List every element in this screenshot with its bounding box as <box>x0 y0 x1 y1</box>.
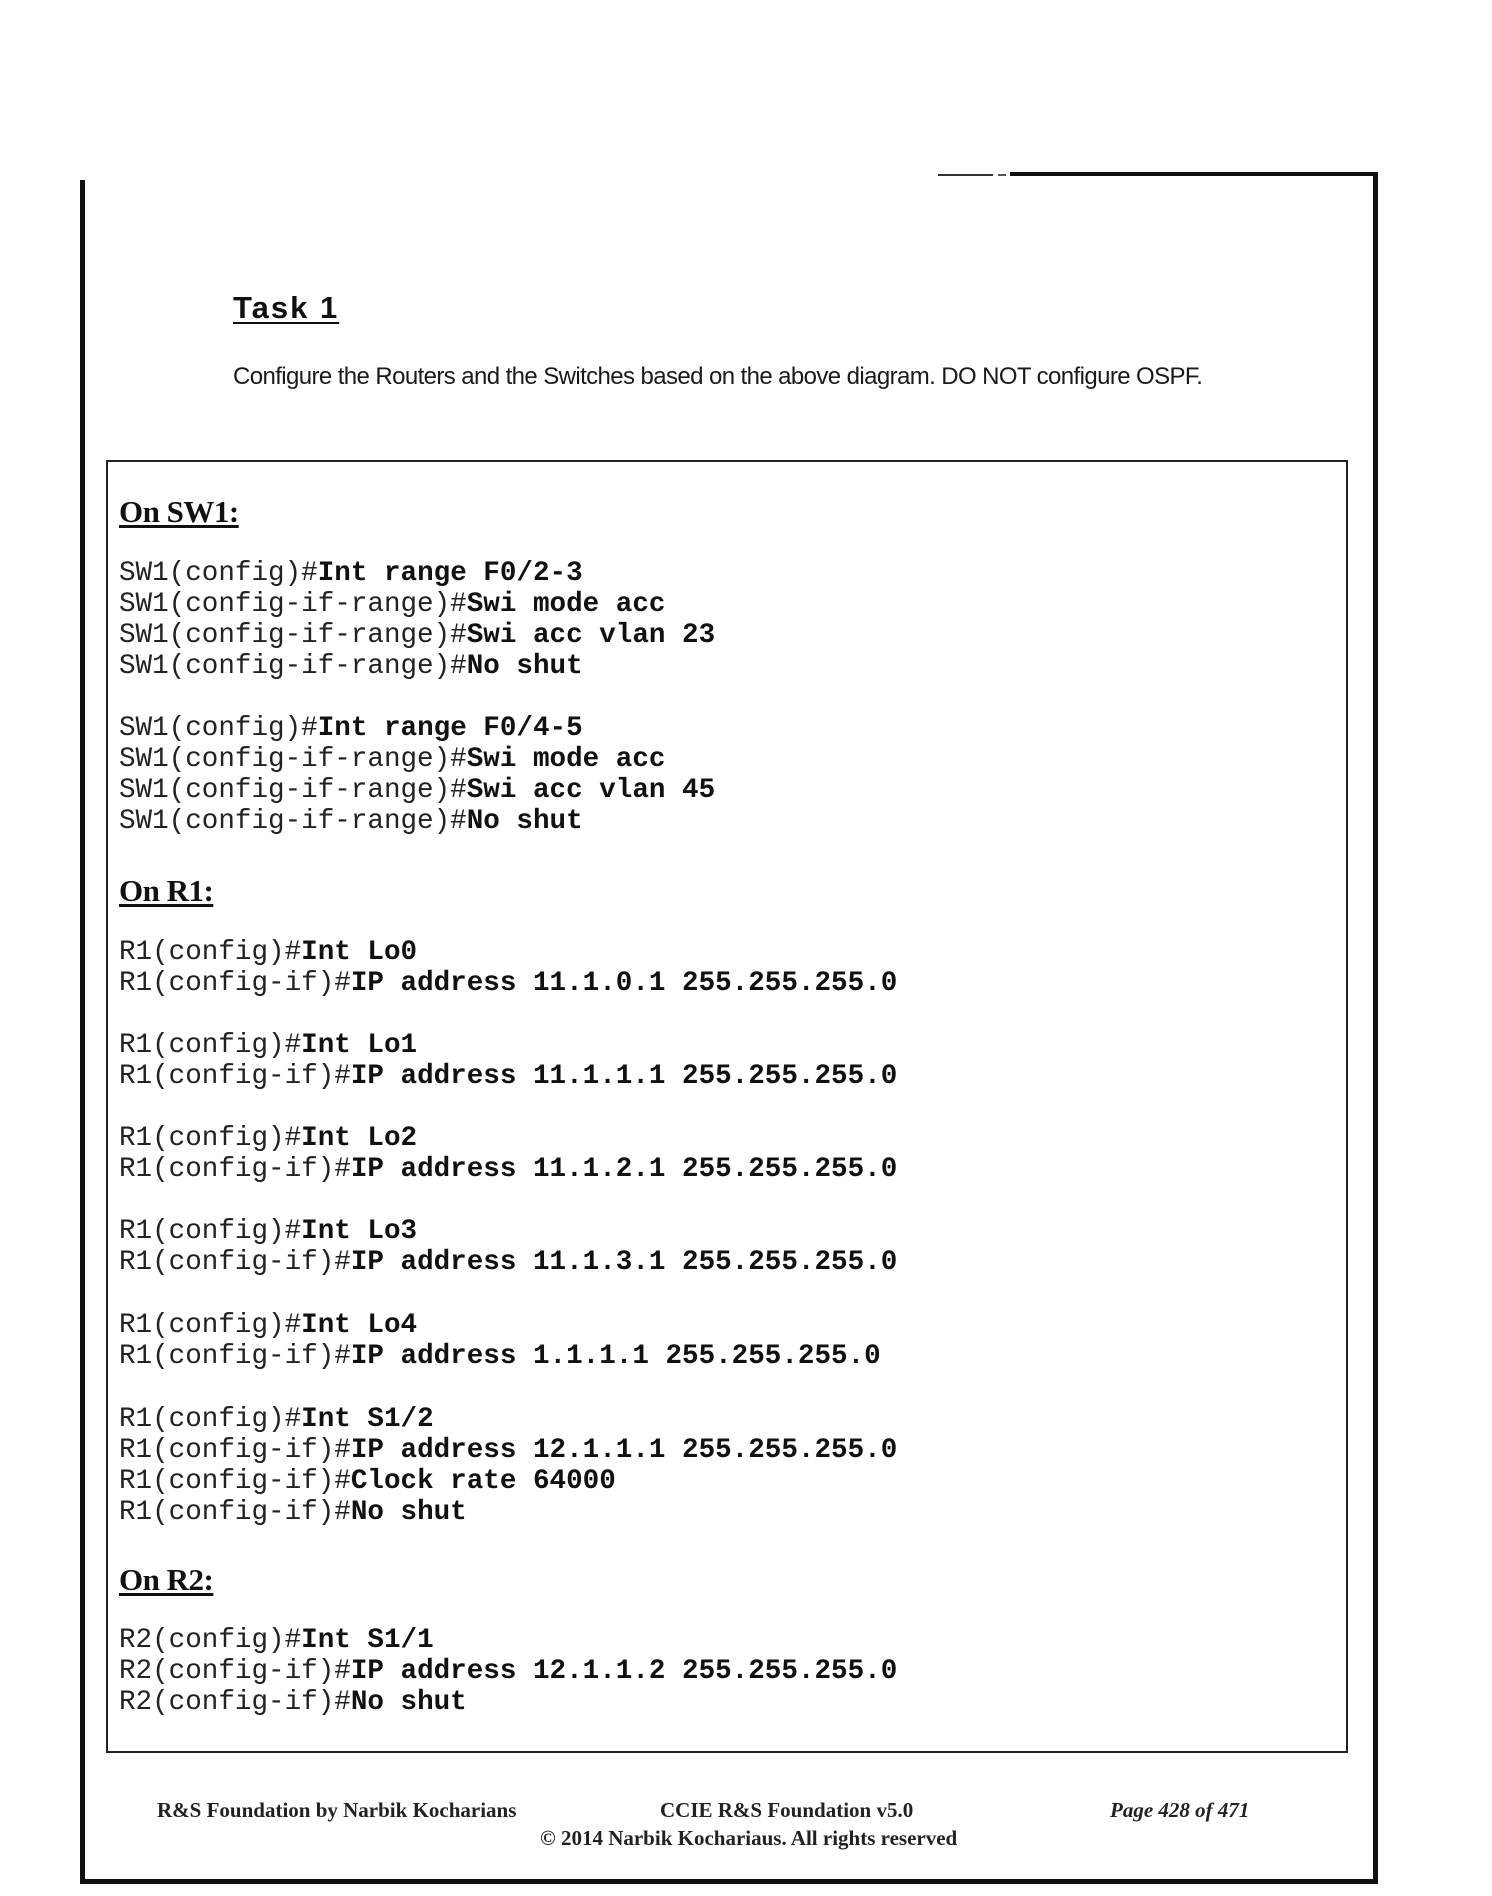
page-frame-bottom-border <box>80 1879 1378 1884</box>
code-line <box>119 1061 897 1092</box>
code-command: IP address 11.1.0.1 255.255.255.0 <box>350 968 898 999</box>
code-command: Int range F0/2-3 <box>317 558 583 589</box>
code-command: IP address 12.1.1.1 255.255.255.0 <box>350 1435 898 1466</box>
code-command: Int Lo4 <box>301 1310 418 1341</box>
code-command: No shut <box>350 1497 467 1528</box>
code-line <box>119 1030 417 1061</box>
footer-book-title: R&S Foundation by Narbik Kocharians <box>157 1798 517 1822</box>
code-prompt: R1(config-if)# <box>119 968 351 999</box>
code-command: Int Lo0 <box>301 937 418 968</box>
code-prompt: R1(config)# <box>119 1216 302 1247</box>
page-frame-top-border <box>1010 172 1378 176</box>
code-command: IP address 11.1.1.1 255.255.255.0 <box>350 1061 898 1092</box>
code-prompt: R1(config-if)# <box>119 1466 351 1497</box>
code-command: Int range F0/4-5 <box>317 713 583 744</box>
code-line <box>119 1656 897 1687</box>
code-line <box>119 968 897 999</box>
section-heading-r1: On R1: <box>119 873 214 908</box>
code-prompt: R2(config-if)# <box>119 1656 351 1687</box>
code-line <box>119 1216 417 1247</box>
code-line <box>119 806 583 837</box>
code-line <box>119 1687 467 1718</box>
code-command: Swi mode acc <box>466 744 666 775</box>
code-line <box>119 1404 434 1435</box>
code-prompt: R2(config-if)# <box>119 1687 351 1718</box>
code-prompt: R1(config)# <box>119 1404 302 1435</box>
code-prompt: R1(config-if)# <box>119 1435 351 1466</box>
code-prompt: SW1(config-if-range)# <box>119 651 467 682</box>
code-line <box>119 775 715 806</box>
code-command: Swi acc vlan 45 <box>466 775 716 806</box>
footer-copyright: © 2014 Narbik Kochariaus. All rights reserved <box>540 1826 958 1850</box>
code-prompt: SW1(config)# <box>119 713 318 744</box>
code-prompt: SW1(config-if-range)# <box>119 775 467 806</box>
code-command: IP address 12.1.1.2 255.255.255.0 <box>350 1656 898 1687</box>
code-command: Int Lo3 <box>301 1216 418 1247</box>
code-prompt: R1(config)# <box>119 1123 302 1154</box>
code-command: Clock rate 64000 <box>350 1466 616 1497</box>
code-prompt: SW1(config-if-range)# <box>119 806 467 837</box>
code-line <box>119 1154 897 1185</box>
page-frame-right-border <box>1373 172 1378 1884</box>
code-command: IP address 1.1.1.1 255.255.255.0 <box>350 1341 881 1372</box>
code-prompt: R1(config)# <box>119 937 302 968</box>
code-prompt: SW1(config-if-range)# <box>119 620 467 651</box>
code-line <box>119 744 665 775</box>
code-line <box>119 1466 616 1497</box>
code-line <box>119 620 715 651</box>
code-command: Int Lo1 <box>301 1030 418 1061</box>
page-frame-top-dash <box>938 174 993 176</box>
code-command: Int S1/2 <box>301 1404 434 1435</box>
page-frame-top-dash <box>998 174 1006 176</box>
code-prompt: R1(config)# <box>119 1030 302 1061</box>
code-line <box>119 1247 897 1278</box>
code-prompt: R1(config)# <box>119 1310 302 1341</box>
code-command: IP address 11.1.3.1 255.255.255.0 <box>350 1247 898 1278</box>
code-command: No shut <box>466 651 583 682</box>
code-line <box>119 558 583 589</box>
code-command: Int Lo2 <box>301 1123 418 1154</box>
code-line <box>119 713 583 744</box>
section-heading-sw1: On SW1: <box>119 494 239 529</box>
code-line <box>119 1625 434 1656</box>
task-title: Task 1 <box>233 290 340 325</box>
code-prompt: SW1(config-if-range)# <box>119 744 467 775</box>
code-prompt: R1(config-if)# <box>119 1061 351 1092</box>
task-description: Configure the Routers and the Switches based on the above diagram. DO NOT configure OSPF. <box>233 363 1203 390</box>
code-command: Int S1/1 <box>301 1625 434 1656</box>
code-prompt: R1(config-if)# <box>119 1154 351 1185</box>
footer-series-title: CCIE R&S Foundation v5.0 <box>660 1798 914 1822</box>
code-command: No shut <box>466 806 583 837</box>
code-line <box>119 1123 417 1154</box>
code-command: Swi acc vlan 23 <box>466 620 716 651</box>
code-line <box>119 937 417 968</box>
code-command: Swi mode acc <box>466 589 666 620</box>
page-frame-left-border <box>80 180 85 1884</box>
code-command: No shut <box>350 1687 467 1718</box>
code-line <box>119 1310 417 1341</box>
code-line <box>119 1435 897 1466</box>
code-line <box>119 651 583 682</box>
code-line <box>119 1497 467 1528</box>
code-prompt: R1(config-if)# <box>119 1497 351 1528</box>
code-line <box>119 1341 881 1372</box>
code-prompt: R1(config-if)# <box>119 1341 351 1372</box>
code-prompt: SW1(config)# <box>119 558 318 589</box>
code-prompt: R2(config)# <box>119 1625 302 1656</box>
code-prompt: SW1(config-if-range)# <box>119 589 467 620</box>
code-command: IP address 11.1.2.1 255.255.255.0 <box>350 1154 898 1185</box>
code-prompt: R1(config-if)# <box>119 1247 351 1278</box>
footer-page-number: Page 428 of 471 <box>1110 1798 1250 1822</box>
section-heading-r2: On R2: <box>119 1562 214 1597</box>
code-line <box>119 589 665 620</box>
